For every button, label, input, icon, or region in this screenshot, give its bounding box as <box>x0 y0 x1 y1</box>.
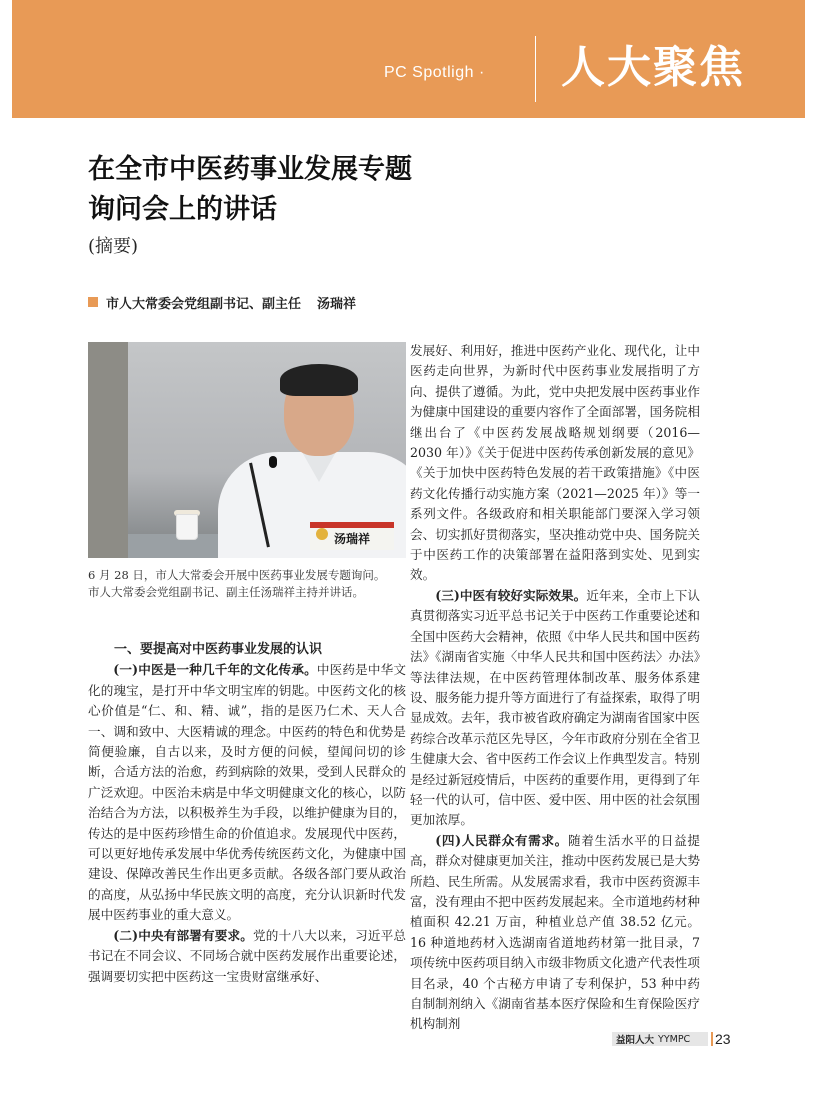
paragraph-4 <box>410 831 700 1035</box>
caption-line-1: 6 月 28 日，市人大常委会开展中医药事业发展专题询问。 <box>88 568 386 582</box>
paragraph-4-text: 随着生活水平的日益提高，群众对健康更加关注，推动中医药发展已是大势所趋、民生所需。从发展需求看，我市中医药资源丰富，没有理由不把中医药发展起来。全市道地药材种植面积 42.21 万亩，种植业总产值 38.52 亿元。16 种道地药材入选湖南省道地药材第一批目录，7 项传统中医药项目纳入市级非物质文化遗产代表性项目名录，40 个古秘方申请了专利保护，53 种中药自制制剂纳入《湖南省基本医疗保险和生育保险医疗机构制剂 <box>410 832 700 1032</box>
microphone-head <box>269 456 277 468</box>
footer-brand: YYMPC <box>658 1033 691 1045</box>
header-band <box>12 0 805 118</box>
footer-separator <box>711 1032 713 1046</box>
article-title <box>88 150 548 230</box>
paragraph-4-lead: (四)人民群众有需求。 <box>435 832 568 848</box>
footer-journal: 益阳人大 <box>616 1035 655 1046</box>
header-divider <box>535 36 536 102</box>
title-line-2: 询问会上的讲话 <box>88 194 277 225</box>
section-heading-1: 一、要提高对中医药事业发展的认识 <box>114 642 323 657</box>
emblem-icon <box>316 528 328 540</box>
author-byline <box>88 293 488 311</box>
section-label-cn: 人大聚焦 <box>561 42 745 93</box>
body-column-left <box>88 640 406 987</box>
square-bullet-icon <box>88 297 98 307</box>
photo-speaker-hair <box>280 364 358 396</box>
paragraph-2-text: 党的十八大以来，习近平总书记在不同会议、不同场合就中医药发展作出重要论述，强调要切实把中医药这一宝贵财富继承好、 <box>88 927 407 984</box>
photo-caption <box>88 567 408 601</box>
caption-line-2: 市人大常委会党组副书记、副主任汤瑞祥主持并讲话。 <box>88 585 364 599</box>
paragraph-2-lead: (二)中央有部署有要求。 <box>113 927 254 943</box>
photo-nameplate: 汤瑞祥 <box>310 522 394 550</box>
paragraph-2-continued: 发展好、利用好，推进中医药产业化、现代化，让中医药走向世界，为新时代中医药事业发展指明了方向、提供了遵循。为此，党中央把发展中医药事业作为健康中国建设的重要内容作了全面部署，国务院相继出台了《中医药发展战略规划纲要（2016—2030 年）》《关于促进中医药传承创新发展的意见》《关于加快中医药特色发展的若干政策措施》《中医药文化传播行动实施方案（2021—2025 年）》等一系列文件。各级政府和相关职能部门要深入学习领会、切实抓好贯彻落实，坚决推动党中央、国务院关于中医药工作的决策部署在益阳落到实处、见到实效。 <box>410 343 700 583</box>
section-label-en: PC Spotligh · <box>384 64 485 81</box>
photo-background <box>88 342 128 558</box>
paragraph-1-lead: (一)中医是一种几千年的文化传承。 <box>113 662 317 678</box>
paragraph-1-text: 中医药是中华文化的瑰宝，是打开中华文明宝库的钥匙。中医药文化的核心价值是“仁、和、精、诚”，指的是医乃仁术、天人合一、调和致中、大医精诚的理念。中医药的特色和优势是简便验廉，自古以来，及时方便的问候，望闻问切的诊断，合适方法的治愈，药到病除的效果，受到人民群众的广泛欢迎。中医治未病是中华文明健康文化的核心，以防治结合为方法，以积极养生为手段，以维护健康为目的，传达的是中医药珍惜生命的价值追求。发展现代中医药，可以更好地传承发展中华优秀传统医药文化，为健康中国建设、保障改善民生作出更多贡献。各级各部门要从政治的高度，从弘扬中华民族文明的高度，充分认识新时代发展中医药事业的重大意义。 <box>88 662 406 923</box>
paragraph-3 <box>410 586 700 831</box>
paragraph-3-text: 近年来，全市上下认真贯彻落实习近平总书记关于中医药工作重要论述和全国中医药大会精神，依照《中华人民共和国中医药法》《湖南省实施〈中华人民共和国中医药法〉办法》等法律法规，在中医药管理体制改革、服务体系建设、服务能力提升等方面进行了有益探索，取得了明显成效。去年，我市被省政府确定为湖南省国家中医药综合改革示范区先导区，今年市政府分别在全省卫生健康大会、省中医药工作会议上作典型发言。特别是经过新冠疫情后，中医药的重要作用，更得到了年轻一代的认可，信中医、爱中医、用中医的社会氛围更加浓厚。 <box>410 587 700 828</box>
article-subtitle: (摘要) <box>88 236 139 257</box>
tea-cup-icon <box>176 514 198 540</box>
paragraph-2 <box>88 926 406 987</box>
article-photo <box>88 342 406 558</box>
paragraph-3-lead: (三)中医有较好实际效果。 <box>435 587 587 603</box>
paragraph-1 <box>88 660 406 925</box>
page-footer <box>612 1031 732 1047</box>
footer-bar <box>612 1032 708 1046</box>
body-column-right <box>410 341 700 1035</box>
author-name: 汤瑞祥 <box>317 296 357 312</box>
title-line-1: 在全市中医药事业发展专题 <box>88 154 412 185</box>
author-role: 市人大常委会党组副书记、副主任 <box>106 296 302 312</box>
page-number: 23 <box>715 1031 731 1047</box>
